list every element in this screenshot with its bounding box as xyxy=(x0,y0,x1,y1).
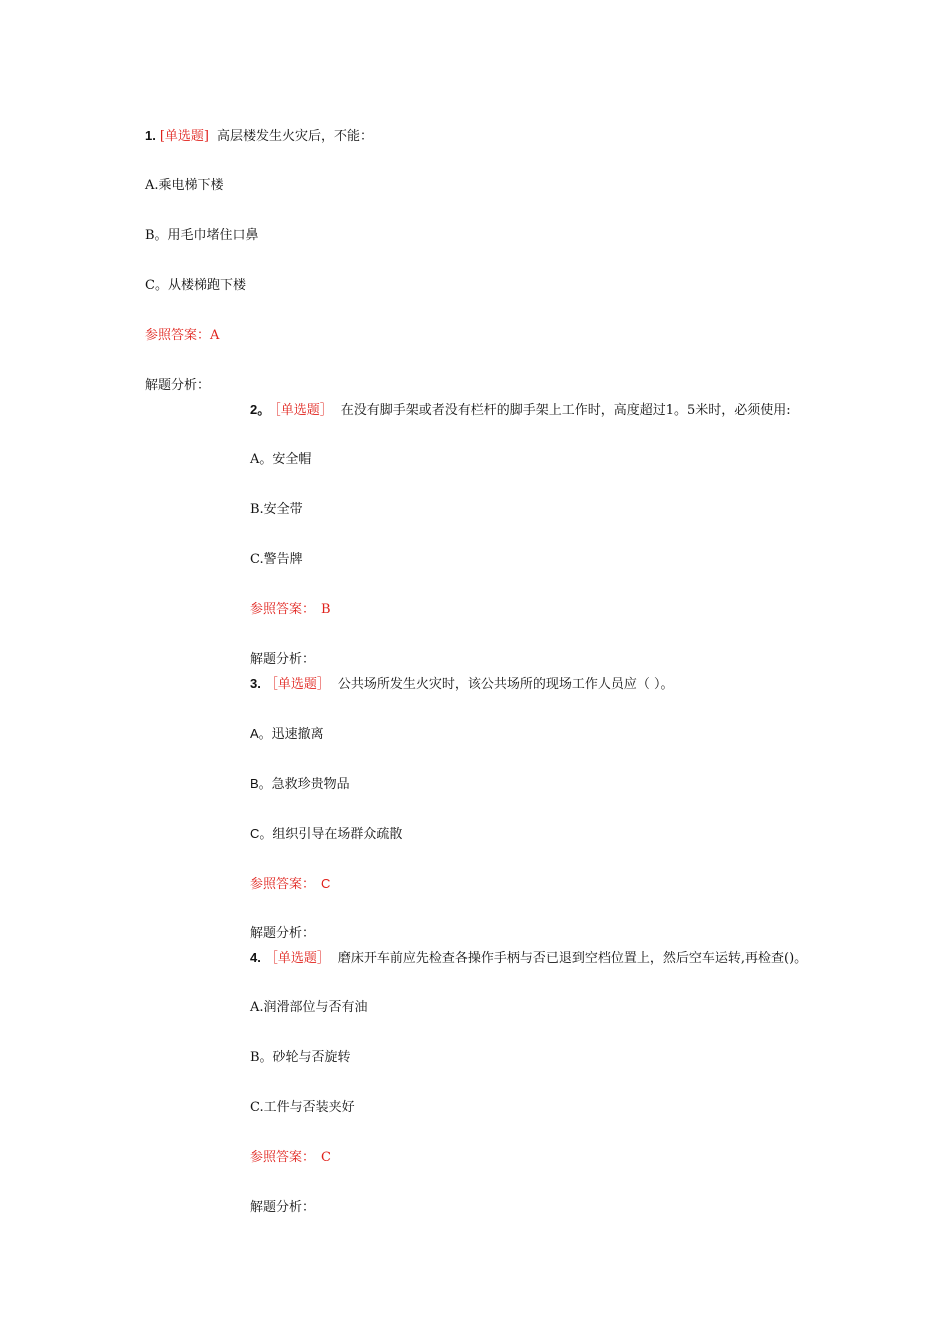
question-type-tag: ［单选题］ xyxy=(274,403,333,418)
question-type-tag: ［单选题］ xyxy=(264,951,330,966)
option-a: A。安全帽 xyxy=(250,452,312,467)
option-c: C。组织引导在场群众疏散 xyxy=(250,826,403,841)
option-b: B。急救珍贵物品 xyxy=(250,776,350,791)
reference-answer xyxy=(250,602,950,618)
reference-answer xyxy=(250,876,950,892)
analysis-label: 解题分析： xyxy=(250,926,316,941)
answer-label: 参照答案： xyxy=(145,328,211,343)
question-stem xyxy=(145,128,845,144)
question-stem xyxy=(250,676,950,692)
answer-label: 参照答案： xyxy=(250,1150,316,1165)
option-a: A.乘电梯下楼 xyxy=(145,178,224,193)
question-stem xyxy=(250,950,950,966)
analysis-label: 解题分析： xyxy=(250,652,316,667)
question-number: 4. xyxy=(250,950,261,965)
answer-value: B xyxy=(321,602,331,617)
option-b: B。砂轮与否旋转 xyxy=(250,1050,351,1065)
option-a: A。迅速撤离 xyxy=(250,726,324,741)
question-type-tag: ［单选题］ xyxy=(264,677,330,692)
answer-label: 参照答案： xyxy=(250,877,316,892)
question-text: 磨床开车前应先检查各操作手柄与否已退到空档位置上，然后空车运转,再检查()。 xyxy=(337,951,808,966)
question-number: 1. xyxy=(145,128,156,143)
question-1 xyxy=(145,128,845,394)
answer-label: 参照答案： xyxy=(250,602,316,617)
analysis-label: 解题分析： xyxy=(145,378,211,393)
question-number: 2。 xyxy=(250,402,271,417)
option-a: A.润滑部位与否有油 xyxy=(250,1000,368,1015)
answer-value: C xyxy=(321,876,331,891)
question-number: 3. xyxy=(250,676,261,691)
question-2 xyxy=(250,402,950,668)
question-4 xyxy=(250,950,950,1216)
option-b: B。用毛巾堵住口鼻 xyxy=(145,228,259,243)
question-text: 在没有脚手架或者没有栏杆的脚手架上工作时，高度超过1。5米时，必须使用: xyxy=(340,403,791,418)
option-b: B.安全带 xyxy=(250,502,303,517)
question-type-tag: [单选题] xyxy=(159,129,209,144)
question-text: 高层楼发生火灾后，不能： xyxy=(217,129,374,144)
reference-answer xyxy=(145,328,845,344)
reference-answer xyxy=(250,1150,950,1166)
answer-value: A xyxy=(210,328,220,343)
answer-value: C xyxy=(321,1150,331,1165)
option-c: C.警告牌 xyxy=(250,552,303,567)
question-3 xyxy=(250,676,950,942)
question-stem xyxy=(250,402,950,418)
option-c: C.工件与否装夹好 xyxy=(250,1100,355,1115)
option-c: C。从楼梯跑下楼 xyxy=(145,278,246,293)
analysis-label: 解题分析： xyxy=(250,1200,316,1215)
question-text: 公共场所发生火灾时，该公共场所的现场工作人员应（ ）。 xyxy=(337,677,674,692)
